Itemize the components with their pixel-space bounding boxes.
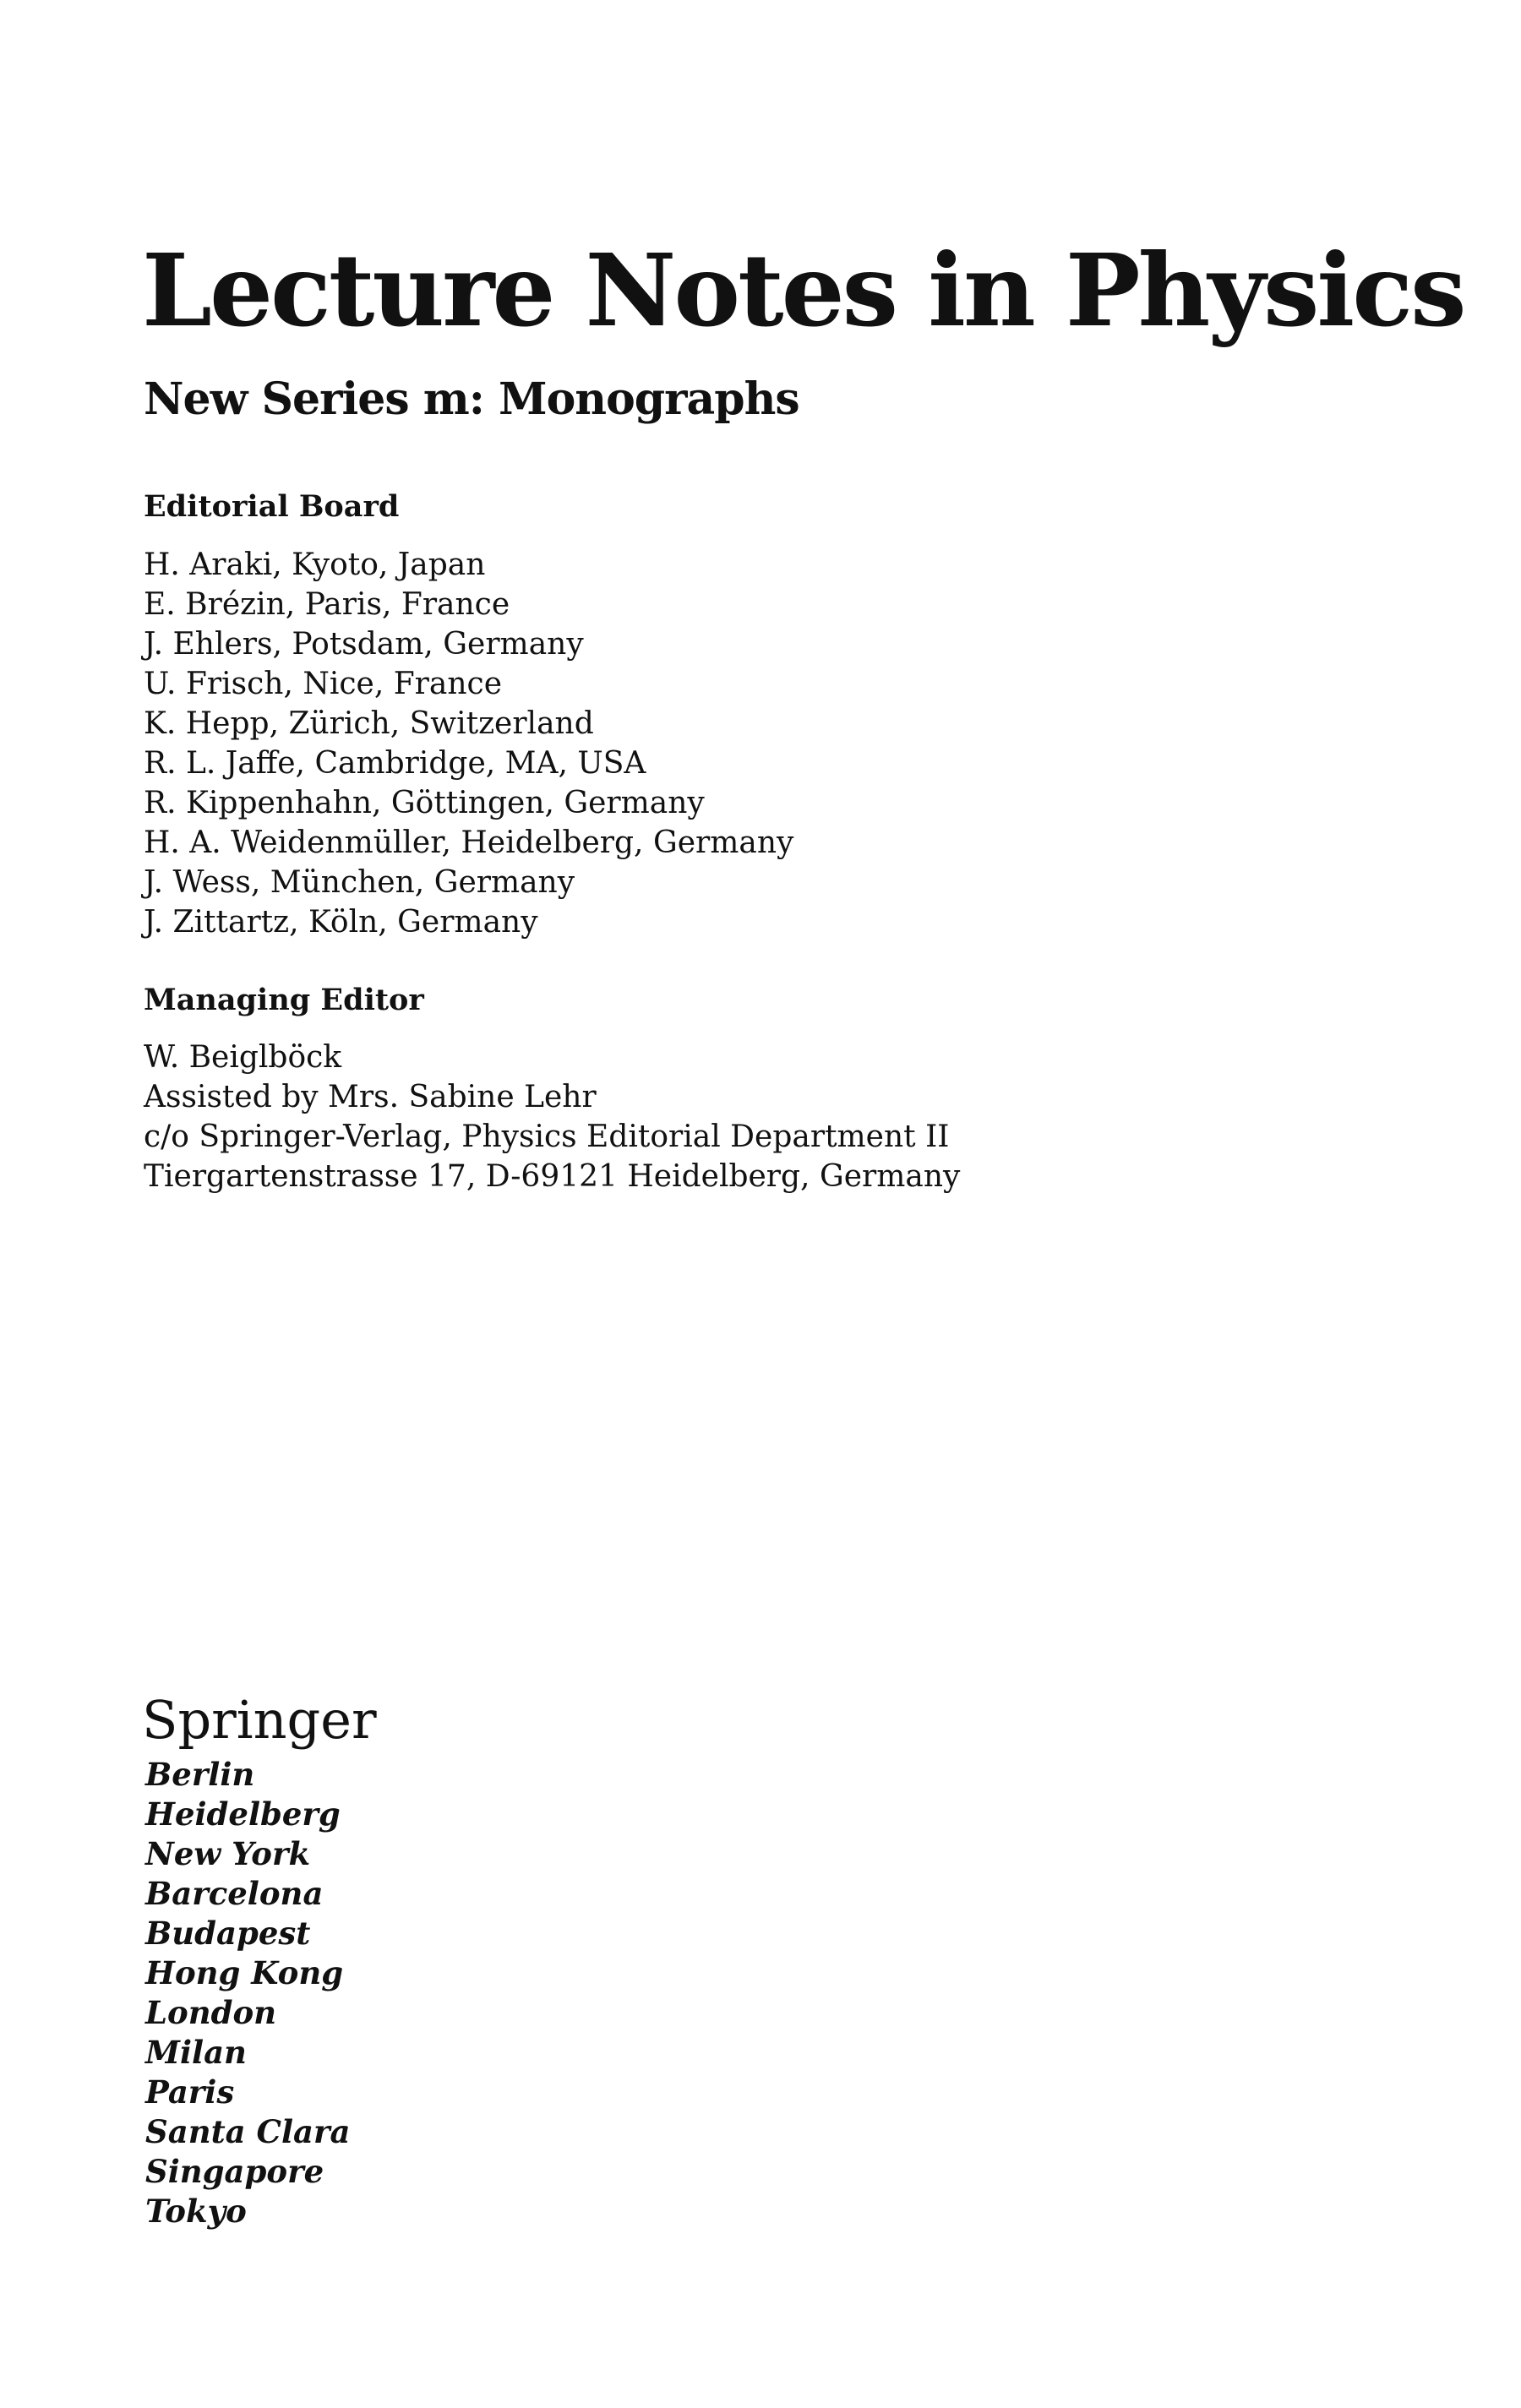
publisher-city: Tokyo	[145, 2193, 247, 2230]
publisher-city: Berlin	[145, 1756, 255, 1793]
board-member: H. Araki, Kyoto, Japan	[144, 548, 486, 582]
managing-editor-assistant: Assisted by Mrs. Sabine Lehr	[144, 1080, 597, 1114]
series-subtitle: New Series m: Monographs	[144, 373, 799, 425]
publisher-city: Milan	[145, 2034, 247, 2071]
editorial-board-list	[144, 545, 793, 942]
managing-editor-name: W. Beiglböck	[144, 1040, 342, 1075]
series-title: Lecture Notes in Physics	[142, 232, 1464, 349]
publisher-city: Heidelberg	[145, 1795, 341, 1833]
board-member: J. Zittartz, Köln, Germany	[144, 905, 538, 940]
board-member: R. L. Jaffe, Cambridge, MA, USA	[144, 746, 646, 781]
publisher-name: Springer	[142, 1689, 377, 1751]
publisher-city: Paris	[145, 2073, 235, 2111]
managing-editor-details	[144, 1038, 960, 1196]
managing-editor-department: c/o Springer-Verlag, Physics Editorial Department II	[144, 1120, 950, 1154]
publisher-city: New York	[145, 1835, 311, 1872]
publisher-city: Santa Clara	[145, 2113, 351, 2150]
publisher-city: Barcelona	[145, 1875, 324, 1912]
editorial-board-heading: Editorial Board	[144, 489, 400, 524]
board-member: R. Kippenhahn, Göttingen, Germany	[144, 786, 705, 820]
board-member: J. Wess, München, Germany	[144, 865, 575, 900]
board-member: H. A. Weidenmüller, Heidelberg, Germany	[144, 825, 794, 860]
managing-editor-address: Tiergartenstrasse 17, D-69121 Heidelberg, Germany	[144, 1159, 961, 1194]
publisher-cities	[145, 1755, 351, 2231]
board-member: U. Frisch, Nice, France	[144, 667, 503, 701]
publisher-city: London	[145, 1994, 277, 2031]
board-member: K. Hepp, Zürich, Switzerland	[144, 706, 594, 741]
board-member: J. Ehlers, Potsdam, Germany	[144, 627, 584, 662]
managing-editor-heading: Managing Editor	[144, 983, 424, 1017]
publisher-city: Singapore	[145, 2153, 324, 2190]
board-member: E. Brézin, Paris, France	[144, 587, 510, 622]
publisher-city: Hong Kong	[145, 1954, 344, 1991]
publisher-city: Budapest	[145, 1915, 311, 1952]
